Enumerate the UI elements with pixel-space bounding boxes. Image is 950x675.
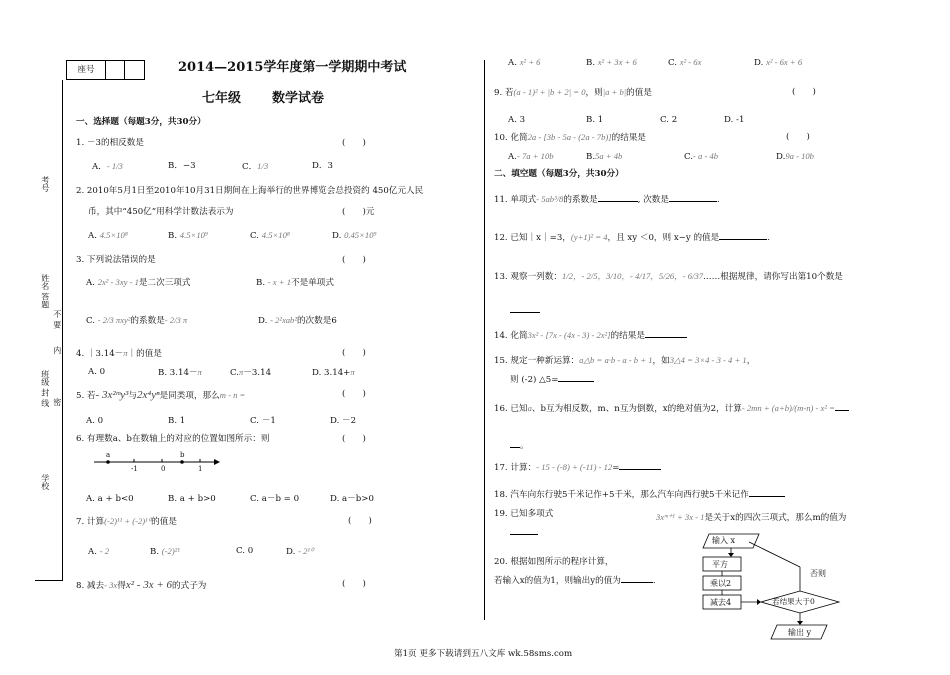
binding-line-bottom	[35, 580, 63, 581]
program-flowchart	[685, 532, 855, 644]
q6-option-d[interactable]: D. a－b>0	[330, 494, 374, 504]
q12-blank[interactable]	[719, 239, 767, 240]
seat-cell	[125, 61, 144, 79]
q10-option-b[interactable]: B.5a + 4b	[586, 151, 623, 162]
page-footer: 第1页 更多下载请到五八文库 wk.58sms.com	[394, 649, 573, 659]
q16-end: 。	[510, 442, 529, 451]
q1-option-c[interactable]: C．1/3	[242, 161, 269, 172]
q20-blank[interactable]	[621, 582, 653, 583]
q16-blank-cont[interactable]	[510, 447, 520, 448]
q2-option-a[interactable]: A. 4.5×10⁸	[88, 230, 128, 241]
axis-label-minus1: -1	[131, 465, 138, 473]
seat-label: 座号	[67, 61, 106, 79]
q16-stem: 16. 已知a、b互为相反数，m、n互为倒数，x的绝对值为2，计算- 2mn + (a+b)/(m-n) - x² =	[494, 404, 849, 414]
q2-option-c[interactable]: C. 4.5×10⁸	[250, 230, 290, 241]
q8-stem: 8. 减去- 3x得x² - 3x + 6的式子为	[76, 579, 207, 591]
q3-option-b[interactable]: B. - x + 1不是单项式	[256, 277, 334, 288]
q14-stem: 14. 化简3x² - [7x - (4x - 3) - 2x²]的结果是	[494, 331, 687, 341]
q7-paren: ( )	[348, 516, 372, 526]
flow-sub-label: 减去4	[710, 598, 732, 607]
q8-option-d[interactable]: D. x² - 6x + 6	[754, 57, 803, 68]
grade-label: 七年级	[202, 91, 242, 106]
q11-stem: 11. 单项式- 5ab³/8的系数是 , 次数是 .	[494, 194, 720, 205]
flow-output-label: 输出 y	[788, 628, 812, 637]
q15-line2: 则 (-2) △5=	[510, 376, 594, 385]
q5-option-c[interactable]: C. －1	[250, 416, 276, 426]
q13-stem: 13. 观察一列数：1/2，- 2/5，3/10，- 4/17，5/26，- 6/37……根据规律，请你写出第10个数是	[494, 271, 843, 282]
q3-stem: 3. 下列说法错误的是	[76, 255, 156, 265]
q7-option-d[interactable]: D. - 2¹⁰	[286, 546, 314, 557]
q4-option-a[interactable]: A. 0	[88, 367, 106, 377]
q2-option-b[interactable]: B. 4.5×10⁹	[168, 230, 208, 241]
q14-blank[interactable]	[645, 337, 687, 338]
mi-label: 密	[52, 398, 62, 406]
q20-line1: 20. 根据如图所示的程序计算，	[494, 557, 614, 567]
q2-paren: ( )元	[342, 207, 375, 217]
school-label: 学校	[40, 474, 50, 490]
q4-stem: 4. ｜3.14－π｜的值是	[76, 348, 162, 359]
q4-option-b[interactable]: B. 3.14－π	[158, 367, 202, 378]
q15-line1: 15. 规定一种新运算：a△b = a·b - a - b + 1，如3△4 = 3×4 - 3 - 4 + 1，	[494, 355, 756, 366]
q3-option-d[interactable]: D. - 2²xab²的次数是6	[258, 315, 337, 326]
q1-option-a[interactable]: A．- 1/3	[92, 161, 123, 172]
section1-header: 一、选择题（每题3分，共30分）	[76, 117, 206, 127]
q13-blank[interactable]	[510, 312, 540, 313]
q1-option-d[interactable]: D．3	[312, 161, 333, 171]
bu-yao-label: 不 要	[52, 310, 62, 329]
q17-blank[interactable]	[619, 469, 661, 470]
q9-option-d[interactable]: D. -1	[724, 115, 745, 125]
q6-paren: ( )	[342, 434, 366, 444]
q3-paren: ( )	[342, 255, 366, 265]
q5-option-d[interactable]: D. －2	[330, 416, 357, 426]
q18-text: 18. 汽车向东行驶5千米记作+5千米，那么汽车向西行驶5千米记作	[494, 491, 785, 500]
point-b	[180, 460, 184, 464]
q7-option-c[interactable]: C. 0	[236, 546, 254, 556]
column-divider	[484, 60, 485, 620]
flow-mult-label: 乘以2	[710, 579, 732, 588]
q10-paren: ( )	[786, 132, 810, 142]
q7-stem: 7. 计算(-2)¹¹ + (-2)¹⁰的值是	[76, 516, 177, 527]
exam-title: 2014—2015学年度第一学期期中考试	[178, 60, 407, 75]
q10-option-a[interactable]: A.- 7a + 10b	[508, 151, 554, 162]
kaohao-label: 考号	[40, 176, 50, 192]
q6-stem: 6. 有理数a、b在数轴上的对应的位置如图所示：则	[76, 434, 270, 444]
q7-option-b[interactable]: B. (-2)²¹	[150, 546, 180, 557]
flow-else-label: 否则	[810, 569, 826, 578]
number-line	[92, 452, 222, 478]
q8-option-c[interactable]: C. x² - 6x	[668, 57, 702, 68]
q5-option-b[interactable]: B. 1	[168, 416, 186, 426]
q2-line1: 2. 2010年5月1日至2010年10月31日期间在上海举行的世界博览会总投资约 450亿元人民	[76, 186, 424, 196]
q2-line2: 币，其中“450亿”用科学计数法表示为	[88, 207, 234, 217]
q3-option-a[interactable]: A. 2x² - 3xy - 1是二次三项式	[86, 277, 191, 288]
q1-stem: 1. －3的相反数是	[76, 138, 144, 148]
seat-table	[66, 60, 145, 80]
q10-option-c[interactable]: C.- a - 4b	[684, 151, 719, 162]
q8-paren: ( )	[342, 579, 366, 589]
q19-blank[interactable]	[510, 534, 538, 535]
q16-blank[interactable]	[835, 410, 849, 411]
axis-label-a: a	[106, 451, 111, 459]
q12-stem: 12. 已知｜x｜=3，(y+1)² = 4，且 xy ＜0，则 x−y 的值是 .	[494, 232, 770, 243]
q4-option-c[interactable]: C.π－3.14	[230, 367, 272, 378]
flow-condition-label: 若结果大于0	[772, 597, 815, 606]
q11-blank-2[interactable]	[669, 201, 717, 202]
q9-stem: 9. 若(a - 1)² + |b + 2| = 0，则|a + b|的值是	[494, 87, 652, 98]
q20-line2: 若输入x的值为1，则输出y的值为 .	[494, 576, 656, 586]
point-a	[106, 460, 110, 464]
q5-stem: 5. 若- 3x²ᵐy³与2x⁴yⁿ是同类项，那么m - n =	[76, 389, 246, 401]
q8-option-b[interactable]: B. x² + 3x + 6	[586, 57, 637, 68]
q9-option-a[interactable]: A. 3	[508, 115, 526, 125]
q7-option-a[interactable]: A. - 2	[88, 546, 109, 557]
q6-option-a[interactable]: A. a + b<0	[86, 494, 134, 504]
section2-header: 二、填空题（每题3分，共30分）	[494, 169, 624, 179]
nei-label: 内	[52, 346, 62, 354]
seat-cell	[106, 61, 125, 79]
class-label: 班级 封 线	[40, 370, 50, 408]
q5-paren: ( )	[342, 389, 366, 399]
axis-label-1: 1	[198, 465, 203, 473]
q5-option-a[interactable]: A. 0	[86, 416, 104, 426]
flow-square-label: 平方	[712, 560, 728, 569]
flow-input-label: 输入 x	[712, 536, 736, 545]
q4-option-d[interactable]: D. 3.14+π	[312, 367, 355, 378]
q13-sequence: 1/2，- 2/5，3/10，- 4/17，5/26，- 6/37	[561, 271, 704, 281]
q6-option-b[interactable]: B. a + b>0	[168, 494, 216, 504]
q3-option-c[interactable]: C. - 2/3 πxy²的系数是- 2/3 π	[86, 315, 188, 326]
q1-paren: ( )	[342, 138, 366, 148]
name-label: 姓名 答题	[40, 274, 50, 309]
binding-line	[62, 80, 63, 580]
q19-expr: 3xᵐ⁺¹ + 3x - 1是关于x的四次三项式，那么m的值为	[656, 512, 847, 523]
axis-label-0: 0	[161, 465, 166, 473]
q15-blank[interactable]	[558, 381, 594, 382]
q9-option-c[interactable]: C. 2	[660, 115, 678, 125]
q9-option-b[interactable]: B. 1	[586, 115, 604, 125]
q10-option-d[interactable]: D.9a - 10b	[776, 151, 814, 162]
q8-option-a[interactable]: A. x² + 6	[508, 57, 541, 68]
q19-stem: 19. 已知多项式	[494, 509, 554, 519]
q17-stem: 17. 计算：- 15 - (-8) + (-11) - 12=	[494, 463, 661, 473]
q10-stem: 10. 化简2a - [3b - 5a - (2a - 7b)]的结果是	[494, 132, 647, 143]
subject-label: 数学试卷	[272, 91, 325, 106]
q11-blank-1[interactable]	[598, 201, 638, 202]
q4-paren: ( )	[342, 348, 366, 358]
q9-paren: ( )	[792, 87, 816, 97]
q2-option-d[interactable]: D. 0.45×10⁹	[332, 230, 377, 241]
axis-label-b: b	[180, 451, 185, 459]
q18-blank[interactable]	[749, 496, 785, 497]
q6-option-c[interactable]: C. a－b = 0	[250, 494, 300, 504]
q1-option-b[interactable]: B．−3	[168, 161, 196, 171]
